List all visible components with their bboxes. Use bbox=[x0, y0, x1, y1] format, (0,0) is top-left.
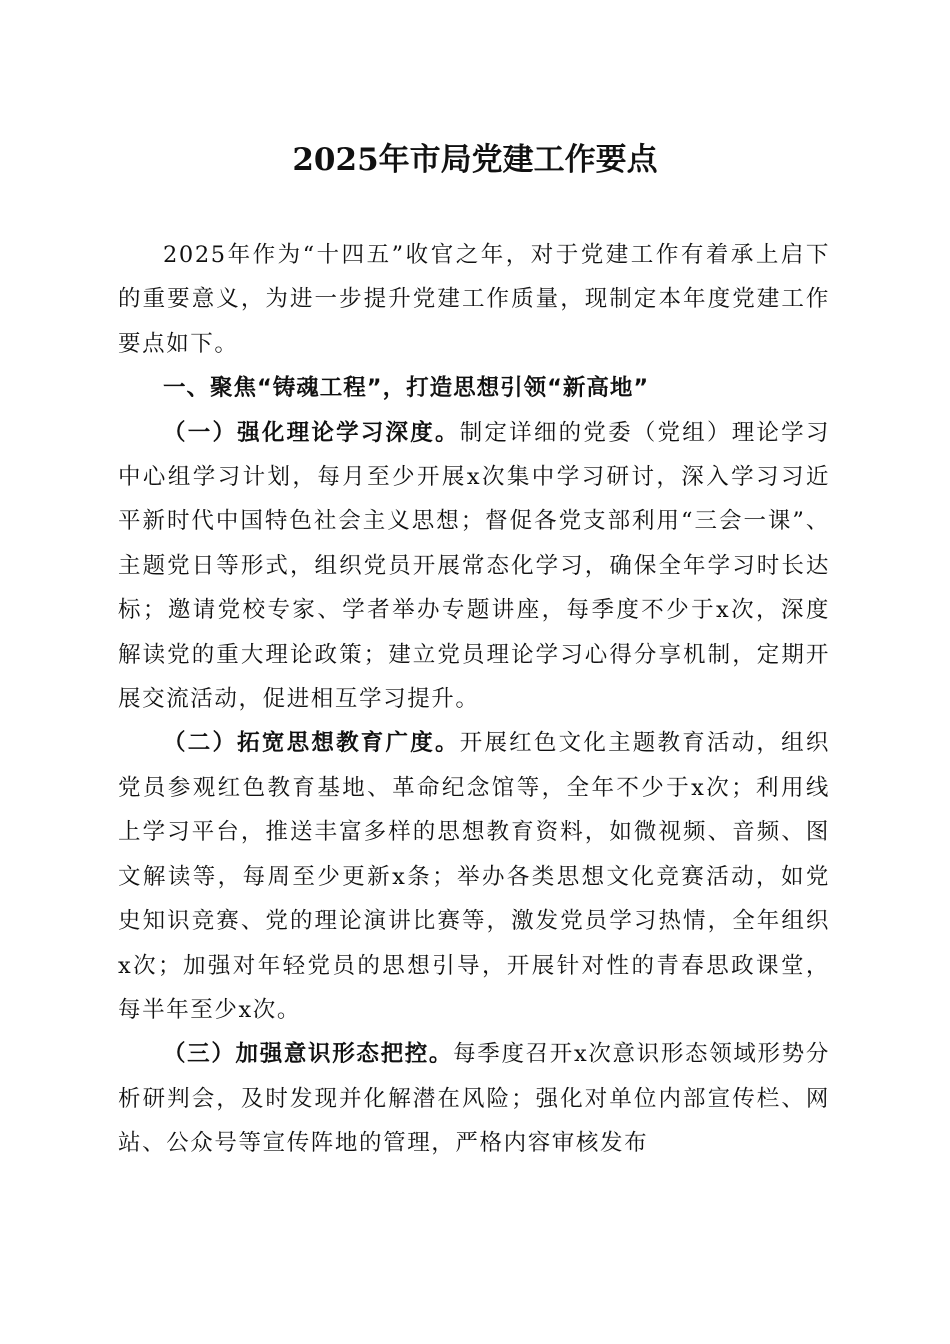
intro-paragraph: 2025年作为“十四五”收官之年，对于党建工作有着承上启下的重要意义，为进一步提升党建工作质量，现制定本年度党建工作要点如下。 bbox=[118, 242, 830, 357]
section-item-3 bbox=[118, 1032, 830, 1165]
item-text: 制定详细的党委（党组）理论学习中心组学习计划，每月至少开展x次集中学习研讨，深入学习习近平新时代中国特色社会主义思想；督促各党支部利用“三会一课”、主题党日等形式，组织党员开展常态化学习，确保全年学习时长达标；邀请党校专家、学者举办专题讲座，每季度不少于x次，深度解读党的重大理论政策；建立党员理论学习心得分享机制，定期开展交流活动，促进相互学习提升。 bbox=[118, 419, 830, 713]
item-lead: （一）强化理论学习深度。 bbox=[163, 419, 460, 446]
item-text: 开展红色文化主题教育活动，组织党员参观红色教育基地、革命纪念馆等，全年不少于x次；利用线上学习平台，推送丰富多样的思想教育资料，如微视频、音频、图文解读等，每周至少更新x条；举办各类思想文化竞赛活动，如党史知识竞赛、党的理论演讲比赛等，激发党员学习热情，全年组织x次；加强对年轻党员的思想引导，开展针对性的青春思政课堂，每半年至少x次。 bbox=[118, 730, 830, 1023]
document-body bbox=[118, 233, 830, 1166]
section-item-2 bbox=[118, 721, 830, 1032]
item-lead: （二）拓宽思想教育广度。 bbox=[163, 730, 460, 757]
item-lead: （三）加强意识形态把控。 bbox=[163, 1041, 454, 1068]
section-heading: 一、聚焦“铸魂工程”，打造思想引领“新高地” bbox=[163, 375, 650, 402]
section-item-1 bbox=[118, 411, 830, 722]
item-text: 每季度召开x次意识形态领域形势分析研判会，及时发现并化解潜在风险；强化对单位内部宣传栏、网站、公众号等宣传阵地的管理，严格内容审核发布 bbox=[118, 1041, 830, 1157]
document-title: 2025年市局党建工作要点 bbox=[292, 142, 658, 178]
